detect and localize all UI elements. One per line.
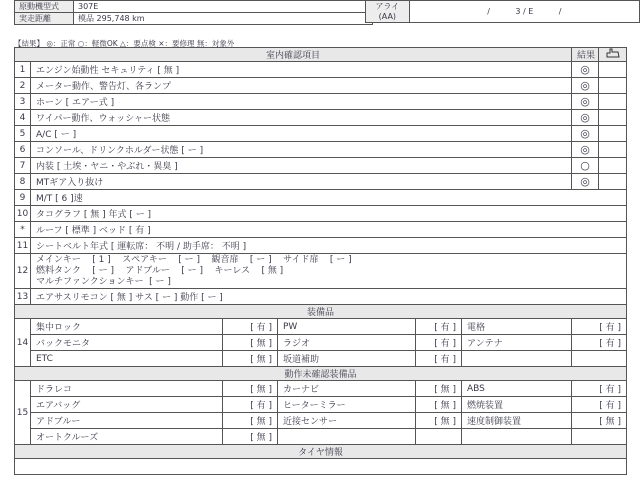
row-extra bbox=[599, 94, 627, 110]
hand-pointer-icon bbox=[599, 48, 627, 62]
equipment-row bbox=[15, 319, 627, 335]
keys-line: メインキー [ 1 ] スペアキー [ ー ] 観音扉 [ ー ] サイド扉 [ ー ] bbox=[36, 254, 352, 265]
row-result: ◎ bbox=[572, 142, 599, 158]
equipment-name: バックモニタ bbox=[31, 335, 223, 351]
equipment-value: [ 無 ] bbox=[223, 335, 278, 351]
equipment-header-row bbox=[15, 305, 627, 319]
mileage-row bbox=[15, 13, 373, 25]
row-number: 14 bbox=[15, 319, 31, 367]
inspection-row bbox=[15, 190, 627, 206]
equipment-name bbox=[462, 429, 572, 445]
equipment-value: [ 無 ] bbox=[223, 413, 278, 429]
equipment-name: 近接センサー bbox=[278, 413, 416, 429]
row-number: 13 bbox=[15, 289, 31, 305]
inspection-row bbox=[15, 289, 627, 305]
engine-model-label: 原動機型式 bbox=[15, 1, 74, 13]
mileage-value: 模品 295,748 km bbox=[74, 13, 373, 25]
tire-details bbox=[15, 459, 627, 475]
row-text: ホーン [ エアー式 ] bbox=[31, 94, 572, 110]
equipment-name: オートクルーズ bbox=[31, 429, 223, 445]
equipment-name: カーナビ bbox=[278, 381, 416, 397]
inspection-row bbox=[15, 238, 627, 254]
equipment-value bbox=[572, 429, 627, 445]
row-extra bbox=[599, 62, 627, 78]
engine-model-row bbox=[15, 1, 373, 13]
result-legend: 【結果】 ◎：正常 ○：軽微OK △：要点検 ×：要修理 無：対象外 bbox=[14, 39, 235, 48]
equipment-name: 電格 bbox=[462, 319, 572, 335]
row-number: 8 bbox=[15, 174, 31, 190]
row-result: ◎ bbox=[572, 94, 599, 110]
equipment-name: ETC bbox=[31, 351, 223, 367]
row-number: 1 bbox=[15, 62, 31, 78]
equipment-name bbox=[462, 351, 572, 367]
row-text: エアサスリモコン [ 無 ] サス [ ー ] 動作 [ ー ] bbox=[31, 289, 627, 305]
unconfirmed-row bbox=[15, 429, 627, 445]
inspection-row bbox=[15, 222, 627, 238]
alignment-label: アライ (AA) bbox=[366, 1, 410, 23]
inspection-row bbox=[15, 206, 627, 222]
equipment-value bbox=[572, 351, 627, 367]
equipment-name: アンテナ bbox=[462, 335, 572, 351]
equipment-value: [ 有 ] bbox=[572, 319, 627, 335]
alignment-table bbox=[365, 0, 640, 23]
equipment-value: [ 無 ] bbox=[572, 413, 627, 429]
engine-model-value: 307E bbox=[74, 1, 373, 13]
interior-header: 室内確認項目 bbox=[15, 48, 572, 62]
vehicle-info-table bbox=[14, 0, 373, 25]
row-extra bbox=[599, 78, 627, 94]
row-number: 9 bbox=[15, 190, 31, 206]
equipment-name: ラジオ bbox=[278, 335, 416, 351]
equipment-name bbox=[278, 429, 416, 445]
equipment-name: アドブルー bbox=[31, 413, 223, 429]
equipment-value: [ 無 ] bbox=[416, 381, 462, 397]
equipment-value: [ 有 ] bbox=[416, 335, 462, 351]
equipment-header: 装備品 bbox=[15, 305, 627, 319]
row-text: コンソール、ドリンクホルダー状態 [ ー ] bbox=[31, 142, 572, 158]
equipment-value: [ 無 ] bbox=[416, 397, 462, 413]
inspection-row bbox=[15, 158, 627, 174]
equipment-value bbox=[416, 429, 462, 445]
row-text: MTギア入り抜け bbox=[31, 174, 572, 190]
row-text: 内装 [ 土埃・ヤニ・やぶれ・異臭 ] bbox=[31, 158, 572, 174]
inspection-row bbox=[15, 94, 627, 110]
equipment-name: 速度制御装置 bbox=[462, 413, 572, 429]
row-number: 5 bbox=[15, 126, 31, 142]
mileage-label: 実走距離 bbox=[15, 13, 74, 25]
row-text: ルーフ [ 標準 ] ベッド [ 有 ] bbox=[31, 222, 627, 238]
equipment-value: [ 無 ] bbox=[223, 381, 278, 397]
row-text: A/C [ ー ] bbox=[31, 126, 572, 142]
inspection-row bbox=[15, 174, 627, 190]
inspection-table bbox=[14, 47, 627, 475]
equipment-row bbox=[15, 351, 627, 367]
row-number: 6 bbox=[15, 142, 31, 158]
equipment-value: [ 無 ] bbox=[416, 413, 462, 429]
row-text: シートベルト年式 [ 運転席： 不明 / 助手席： 不明 ] bbox=[31, 238, 627, 254]
row-number: 4 bbox=[15, 110, 31, 126]
row-number: 12 bbox=[15, 254, 31, 289]
row-text: M/T [ 6 ]速 bbox=[31, 190, 627, 206]
equipment-name: 坂道補助 bbox=[278, 351, 416, 367]
equipment-name: ABS bbox=[462, 381, 572, 397]
inspection-row bbox=[15, 78, 627, 94]
row-number: 11 bbox=[15, 238, 31, 254]
equipment-name: 燃焼装置 bbox=[462, 397, 572, 413]
equipment-value: [ 有 ] bbox=[416, 351, 462, 367]
row-number: 3 bbox=[15, 94, 31, 110]
row-extra bbox=[599, 126, 627, 142]
row-number: 15 bbox=[15, 381, 31, 445]
equipment-value: [ 有 ] bbox=[416, 319, 462, 335]
equipment-name: エアバッグ bbox=[31, 397, 223, 413]
row-result: ◎ bbox=[572, 62, 599, 78]
unconfirmed-header: 動作未確認装備品 bbox=[15, 367, 627, 381]
equipment-value: [ 無 ] bbox=[223, 429, 278, 445]
row-result: ◎ bbox=[572, 174, 599, 190]
keys-line: 燃料タンク [ ー ] アドブルー [ ー ] キーレス [ 無 ] bbox=[36, 265, 284, 276]
interior-header-row bbox=[15, 48, 627, 62]
row-text: エンジン始動性 セキュリティ [ 無 ] bbox=[31, 62, 572, 78]
unconfirmed-row bbox=[15, 413, 627, 429]
row-number: 10 bbox=[15, 206, 31, 222]
inspection-row bbox=[15, 62, 627, 78]
row-result: ◎ bbox=[572, 78, 599, 94]
equipment-row bbox=[15, 335, 627, 351]
row-extra bbox=[599, 174, 627, 190]
row-number: 7 bbox=[15, 158, 31, 174]
row-number: 2 bbox=[15, 78, 31, 94]
row-text: メーター動作、警告灯、各ランプ bbox=[31, 78, 572, 94]
row-result: ◎ bbox=[572, 110, 599, 126]
equipment-value: [ 無 ] bbox=[223, 351, 278, 367]
tire-header-row bbox=[15, 445, 627, 459]
equipment-name: PW bbox=[278, 319, 416, 335]
equipment-value: [ 有 ] bbox=[223, 319, 278, 335]
keys-line: マルチファンクションキー [ ー ] bbox=[36, 276, 171, 287]
keys-details bbox=[31, 254, 627, 289]
equipment-value: [ 有 ] bbox=[572, 397, 627, 413]
row-text: ワイパー動作、ウォッシャー状態 bbox=[31, 110, 572, 126]
equipment-value: [ 有 ] bbox=[572, 381, 627, 397]
inspection-row bbox=[15, 142, 627, 158]
unconfirmed-row bbox=[15, 397, 627, 413]
row-result: ○ bbox=[572, 158, 599, 174]
equipment-name: ヒーターミラー bbox=[278, 397, 416, 413]
equipment-name: ドラレコ bbox=[31, 381, 223, 397]
row-result: ◎ bbox=[572, 126, 599, 142]
alignment-value: / 3 / E / bbox=[409, 1, 639, 23]
row-text: タコグラフ [ 無 ] 年式 [ ー ] bbox=[31, 206, 627, 222]
tire-row bbox=[15, 459, 627, 475]
row-extra bbox=[599, 158, 627, 174]
unconfirmed-header-row bbox=[15, 367, 627, 381]
equipment-value: [ 有 ] bbox=[223, 397, 278, 413]
row-extra bbox=[599, 142, 627, 158]
keys-row bbox=[15, 254, 627, 289]
row-number: * bbox=[15, 222, 31, 238]
equipment-value: [ 有 ] bbox=[572, 335, 627, 351]
equipment-name: 集中ロック bbox=[31, 319, 223, 335]
inspection-row bbox=[15, 126, 627, 142]
unconfirmed-row bbox=[15, 381, 627, 397]
inspection-row bbox=[15, 110, 627, 126]
row-extra bbox=[599, 110, 627, 126]
result-header: 結果 bbox=[572, 48, 599, 62]
tire-header: タイヤ情報 bbox=[15, 445, 627, 459]
